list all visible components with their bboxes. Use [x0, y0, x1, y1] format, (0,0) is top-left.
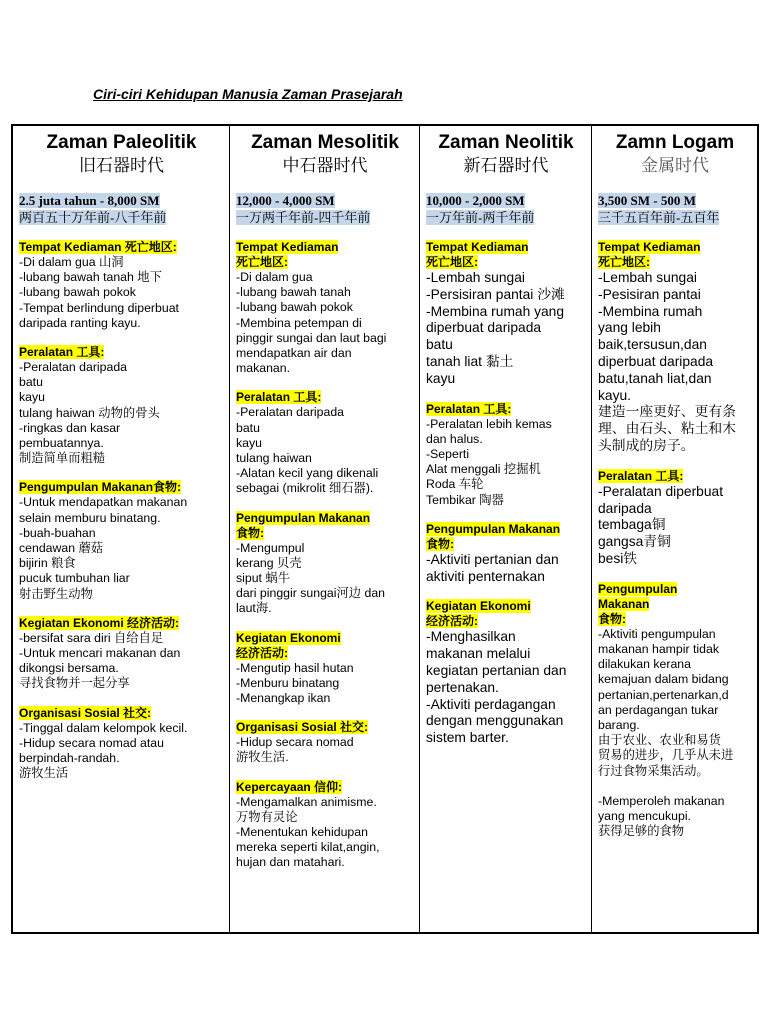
- section-line: Roda 车轮: [426, 477, 484, 492]
- section-heading: [598, 582, 752, 597]
- section-line: an perdagangan tukar: [598, 702, 719, 717]
- section-heading-text: Tempat Kediaman: [598, 240, 701, 254]
- section-heading: [236, 631, 414, 646]
- section-heading: [236, 511, 414, 526]
- column-neolithic: [419, 126, 591, 932]
- section-line: tanah liat 黏土: [426, 353, 514, 369]
- section-line: -Di dalam gua 山洞: [19, 255, 124, 269]
- section-line: -lubang bawah tanah 地下: [19, 270, 162, 285]
- period-range: [19, 192, 224, 226]
- section-line: [598, 779, 752, 794]
- section-heading: [19, 706, 224, 721]
- section-line: kayu: [236, 435, 262, 450]
- section-heading: [426, 522, 586, 537]
- section-heading: [19, 616, 224, 631]
- period-range: [236, 192, 414, 226]
- section-heading: [598, 469, 752, 484]
- section-line: yang mencukupi.: [598, 809, 691, 824]
- section-line: cendawan 蘑菇: [19, 541, 104, 556]
- section-list: [426, 240, 586, 747]
- period-years: 3,500 SM - 500 M: [598, 193, 696, 208]
- section-line: dilakukan kerana: [598, 657, 691, 672]
- section: [598, 582, 752, 840]
- section: [19, 345, 224, 466]
- section-heading: [598, 240, 752, 255]
- section-heading-text: Pengumpulan: [598, 581, 678, 596]
- section: [426, 240, 586, 388]
- section: [598, 469, 752, 568]
- section-line: tembaga铜: [598, 517, 666, 533]
- section-line: -Seperti: [426, 446, 470, 461]
- section-line: -Mengamalkan animisme.: [236, 794, 377, 809]
- section-line: batu,tanah liat,dan: [598, 370, 712, 386]
- section: [598, 240, 752, 455]
- section: [19, 616, 224, 692]
- section-list: [19, 240, 224, 781]
- period-name-chinese: 旧石器时代: [79, 156, 164, 175]
- section-line: pucuk tumbuhan liar: [19, 571, 130, 586]
- section-heading-text: 经济活动:: [426, 614, 478, 629]
- section-line: 由于农业、农业和易货: [598, 733, 721, 748]
- period-name: Zaman Mesolitik: [251, 132, 399, 153]
- section-line: mereka seperti kilat,angin,: [236, 840, 380, 855]
- section-line: laut海.: [236, 601, 272, 616]
- section-line: -Pesisiran pantai: [598, 286, 701, 302]
- period-name: Zamn Logam: [615, 132, 735, 153]
- section-heading-text: 死亡地区:: [426, 255, 478, 269]
- section-heading: [426, 240, 586, 255]
- section-line: daripada: [598, 500, 652, 516]
- section: [236, 631, 414, 707]
- column-paleolithic: [13, 126, 229, 932]
- section-line: bijirin 粮食: [19, 556, 76, 571]
- period-name-chinese: 新石器时代: [463, 156, 549, 175]
- section-line: kegiatan pertanian dan: [426, 662, 567, 678]
- section-line: 获得足够的食物: [598, 824, 685, 839]
- section-line: mendapatkan air dan: [236, 346, 352, 361]
- section-line: dari pinggir sungai河边 dan: [236, 586, 386, 601]
- section-line: pertenakan.: [426, 679, 499, 695]
- section: [236, 240, 414, 376]
- section: [426, 599, 586, 747]
- section-heading-text: Peralatan 工具:: [426, 401, 512, 416]
- period-years-chinese: 三千五百年前-五百年: [598, 210, 720, 225]
- section-line: dan halus.: [426, 431, 483, 446]
- section-heading: [426, 255, 586, 270]
- section-heading: [426, 402, 586, 417]
- section-line: diperbuat daripada: [426, 320, 542, 336]
- section: [236, 780, 414, 871]
- document-title: Ciri-ciri Kehidupan Manusia Zaman Prasejarah: [93, 86, 403, 102]
- column-metal-age: [591, 126, 757, 932]
- section-heading-text: Peralatan 工具:: [598, 468, 684, 483]
- section-line: pertanian,pertenarkan,d: [598, 687, 729, 702]
- section-line: dengan menggunakan: [426, 713, 564, 729]
- section: [19, 240, 224, 331]
- section-heading: [426, 599, 586, 614]
- section-line: daripada ranting kayu.: [19, 315, 141, 330]
- section-line: -Lembah sungai: [426, 270, 525, 285]
- section-heading-text: 经济活动:: [236, 645, 288, 660]
- period-years-chinese: 两百五十万年前-八千年前: [19, 210, 167, 225]
- section-line: gangsa青铜: [598, 534, 671, 550]
- section-list: [236, 240, 414, 871]
- section-line: -Tinggal dalam kelompok kecil.: [19, 720, 188, 735]
- section-heading-text: Tempat Kediaman 死亡地区:: [19, 240, 177, 254]
- period-years: 2.5 juta tahun - 8,000 SM: [19, 193, 160, 208]
- section-line: -Menghasilkan: [426, 629, 516, 645]
- section-line: -Menburu binatang: [236, 675, 340, 690]
- section-heading-text: Peralatan 工具:: [19, 345, 105, 360]
- section-line: -Aktiviti perdagangan: [426, 696, 556, 712]
- section-line: kayu: [19, 390, 45, 405]
- section-line: kayu.: [598, 387, 631, 403]
- section-line: -Aktiviti pertanian dan: [426, 551, 559, 567]
- section-line: pembuatannya.: [19, 436, 104, 451]
- section-heading: [236, 720, 414, 735]
- section-heading-text: 食物:: [426, 536, 454, 551]
- section-heading: [598, 597, 752, 612]
- section-line: 游牧生活.: [236, 750, 289, 765]
- section-heading: [236, 780, 414, 795]
- section: [236, 720, 414, 765]
- section-line: besi铁: [598, 550, 638, 566]
- section-heading-text: 死亡地区:: [236, 255, 288, 269]
- section-heading: [236, 255, 414, 270]
- section-heading: [19, 240, 224, 255]
- section-line: Alat menggali 挖掘机: [426, 462, 541, 477]
- section-line: 贸易的进步，几乎从未进: [598, 748, 734, 763]
- section-line: kayu: [426, 370, 456, 386]
- section-heading-text: Pengumpulan Makanan: [426, 521, 561, 536]
- section-heading: [19, 345, 224, 360]
- section-line: makanan.: [236, 361, 291, 376]
- section-line: 制造简单而粗糙: [19, 451, 106, 466]
- section-heading-text: Tempat Kediaman: [426, 240, 529, 254]
- section-heading-text: Organisasi Sosial 社交:: [19, 705, 152, 720]
- section-heading-text: Pengumpulan Makanan食物:: [19, 480, 182, 495]
- section-heading: [236, 390, 414, 405]
- section-line: barang.: [598, 717, 640, 732]
- section-line: makanan melalui: [426, 646, 531, 662]
- column-mesolithic: [229, 126, 419, 932]
- section-heading: [426, 537, 586, 552]
- section-heading: [236, 240, 414, 255]
- section-line: pinggir sungai dan laut bagi: [236, 330, 387, 345]
- section-heading: [19, 480, 224, 495]
- section-heading-text: 食物:: [598, 611, 626, 626]
- section-line: -Persisiran pantai 沙滩: [426, 286, 565, 302]
- section-line: -Mengumpul: [236, 540, 305, 555]
- section-line: -Peralatan lebih kemas: [426, 416, 552, 431]
- section-line: -bersifat sara diri 自给自足: [19, 630, 164, 645]
- section-line: -Membina rumah: [598, 303, 703, 319]
- section-line: 寻找食物并一起分享: [19, 676, 130, 691]
- section-line: -Tempat berlindung diperbuat: [19, 300, 179, 315]
- section-line: sebagai (mikrolit 细石器).: [236, 481, 374, 496]
- section-line: 游牧生活: [19, 766, 69, 781]
- period-years: 10,000 - 2,000 SM: [426, 193, 525, 208]
- section-heading: [598, 612, 752, 627]
- section-line: -Untuk mendapatkan makanan: [19, 495, 188, 510]
- section-line: batu: [19, 375, 43, 390]
- period-years: 12,000 - 4,000 SM: [236, 193, 335, 208]
- section-line: -lubang bawah pokok: [19, 285, 136, 300]
- section-line: 头制成的房子。: [598, 437, 695, 453]
- section-list: [598, 240, 752, 840]
- section-line: -Lembah sungai: [598, 270, 697, 285]
- section-line: -buah-buahan: [19, 525, 96, 540]
- prehistoric-table: [11, 124, 759, 934]
- section-line: -lubang bawah tanah: [236, 285, 351, 300]
- section-heading-text: Kegiatan Ekonomi: [236, 630, 341, 645]
- section-line: 万物有灵论: [236, 809, 298, 824]
- section-line: -Alatan kecil yang dikenali: [236, 466, 379, 481]
- section-line: makanan hampir tidak: [598, 641, 719, 656]
- section-line: -Hidup secara nomad atau: [19, 735, 164, 750]
- section-line: selain memburu binatang.: [19, 510, 161, 525]
- section-heading-text: Tempat Kediaman: [236, 240, 339, 254]
- section-line: dikongsi bersama.: [19, 661, 119, 676]
- section-line: -Mengutip hasil hutan: [236, 660, 354, 675]
- section-line: -Peralatan daripada: [19, 360, 128, 375]
- section-line: batu: [236, 420, 260, 435]
- section-heading-text: Kegiatan Ekonomi: [426, 599, 531, 614]
- section-line: -Menentukan kehidupan: [236, 825, 368, 840]
- period-range: [598, 192, 752, 226]
- period-name: Zaman Paleolitik: [46, 132, 197, 153]
- period-range: [426, 192, 586, 226]
- section-line: -Di dalam gua: [236, 270, 313, 284]
- period-name-chinese: 金属时代: [641, 156, 709, 175]
- section-line: kemajuan dalam bidang: [598, 672, 729, 687]
- section-heading-text: 食物:: [236, 525, 264, 540]
- section-line: Tembikar 陶器: [426, 492, 504, 507]
- period-name-chinese: 中石器时代: [282, 156, 368, 175]
- period-name: Zaman Neolitik: [438, 132, 574, 153]
- section-heading: [598, 255, 752, 270]
- section-line: -Membina rumah yang: [426, 303, 565, 319]
- section-line: -Untuk mencari makanan dan: [19, 646, 181, 661]
- section-line: -lubang bawah pokok: [236, 300, 353, 315]
- section-line: 行过食物采集活动。: [598, 763, 709, 778]
- section: [19, 706, 224, 782]
- section-line: -Membina petempan di: [236, 315, 362, 330]
- section-heading: [236, 646, 414, 661]
- section-line: yang lebih: [598, 320, 661, 336]
- period-years-chinese: 一万两千年前-四千年前: [236, 210, 371, 225]
- section-line: tulang haiwan 动物的骨头: [19, 405, 160, 420]
- section: [236, 390, 414, 496]
- section-heading-text: Peralatan 工具:: [236, 390, 322, 405]
- section-line: 射击野生动物: [19, 586, 93, 601]
- section-line: batu: [426, 337, 453, 353]
- section-heading-text: Makanan: [598, 596, 650, 611]
- section-line: -Menangkap ikan: [236, 691, 331, 706]
- section-heading-text: Kegiatan Ekonomi 经济活动:: [19, 615, 180, 630]
- period-years-chinese: 一万年前-两千年前: [426, 210, 535, 225]
- section-line: siput 蜗牛: [236, 571, 290, 586]
- section-heading-text: Pengumpulan Makanan: [236, 510, 371, 525]
- section-line: diperbuat daripada: [598, 353, 714, 369]
- section: [426, 402, 586, 508]
- section: [426, 522, 586, 586]
- section-line: -Peralatan daripada: [236, 405, 345, 420]
- section-line: kerang 贝壳: [236, 555, 302, 570]
- section-line: tulang haiwan: [236, 451, 312, 466]
- section-heading-text: 死亡地区:: [598, 255, 650, 269]
- section-line: 建造一座更好、更有条: [598, 404, 736, 420]
- section-line: -ringkas dan kasar: [19, 420, 121, 435]
- section-line: berpindah-randah.: [19, 751, 120, 766]
- section-line: hujan dan matahari.: [236, 855, 345, 870]
- section-line: -Hidup secara nomad: [236, 735, 354, 750]
- section-line: -Peralatan diperbuat: [598, 483, 724, 499]
- section-line: -Aktiviti pengumpulan: [598, 626, 716, 641]
- section-heading-text: Kepercayaan 信仰:: [236, 779, 343, 794]
- section-heading: [236, 526, 414, 541]
- section-line: sistem barter.: [426, 730, 509, 746]
- section: [19, 480, 224, 601]
- section-line: 理、由石头、粘土和木: [598, 421, 736, 437]
- section-line: baik,tersusun,dan: [598, 337, 707, 353]
- section-heading-text: Organisasi Sosial 社交:: [236, 720, 369, 735]
- section-heading: [426, 614, 586, 629]
- section-line: aktiviti penternakan: [426, 568, 545, 584]
- section: [236, 511, 414, 617]
- section-line: -Memperoleh makanan: [598, 793, 725, 808]
